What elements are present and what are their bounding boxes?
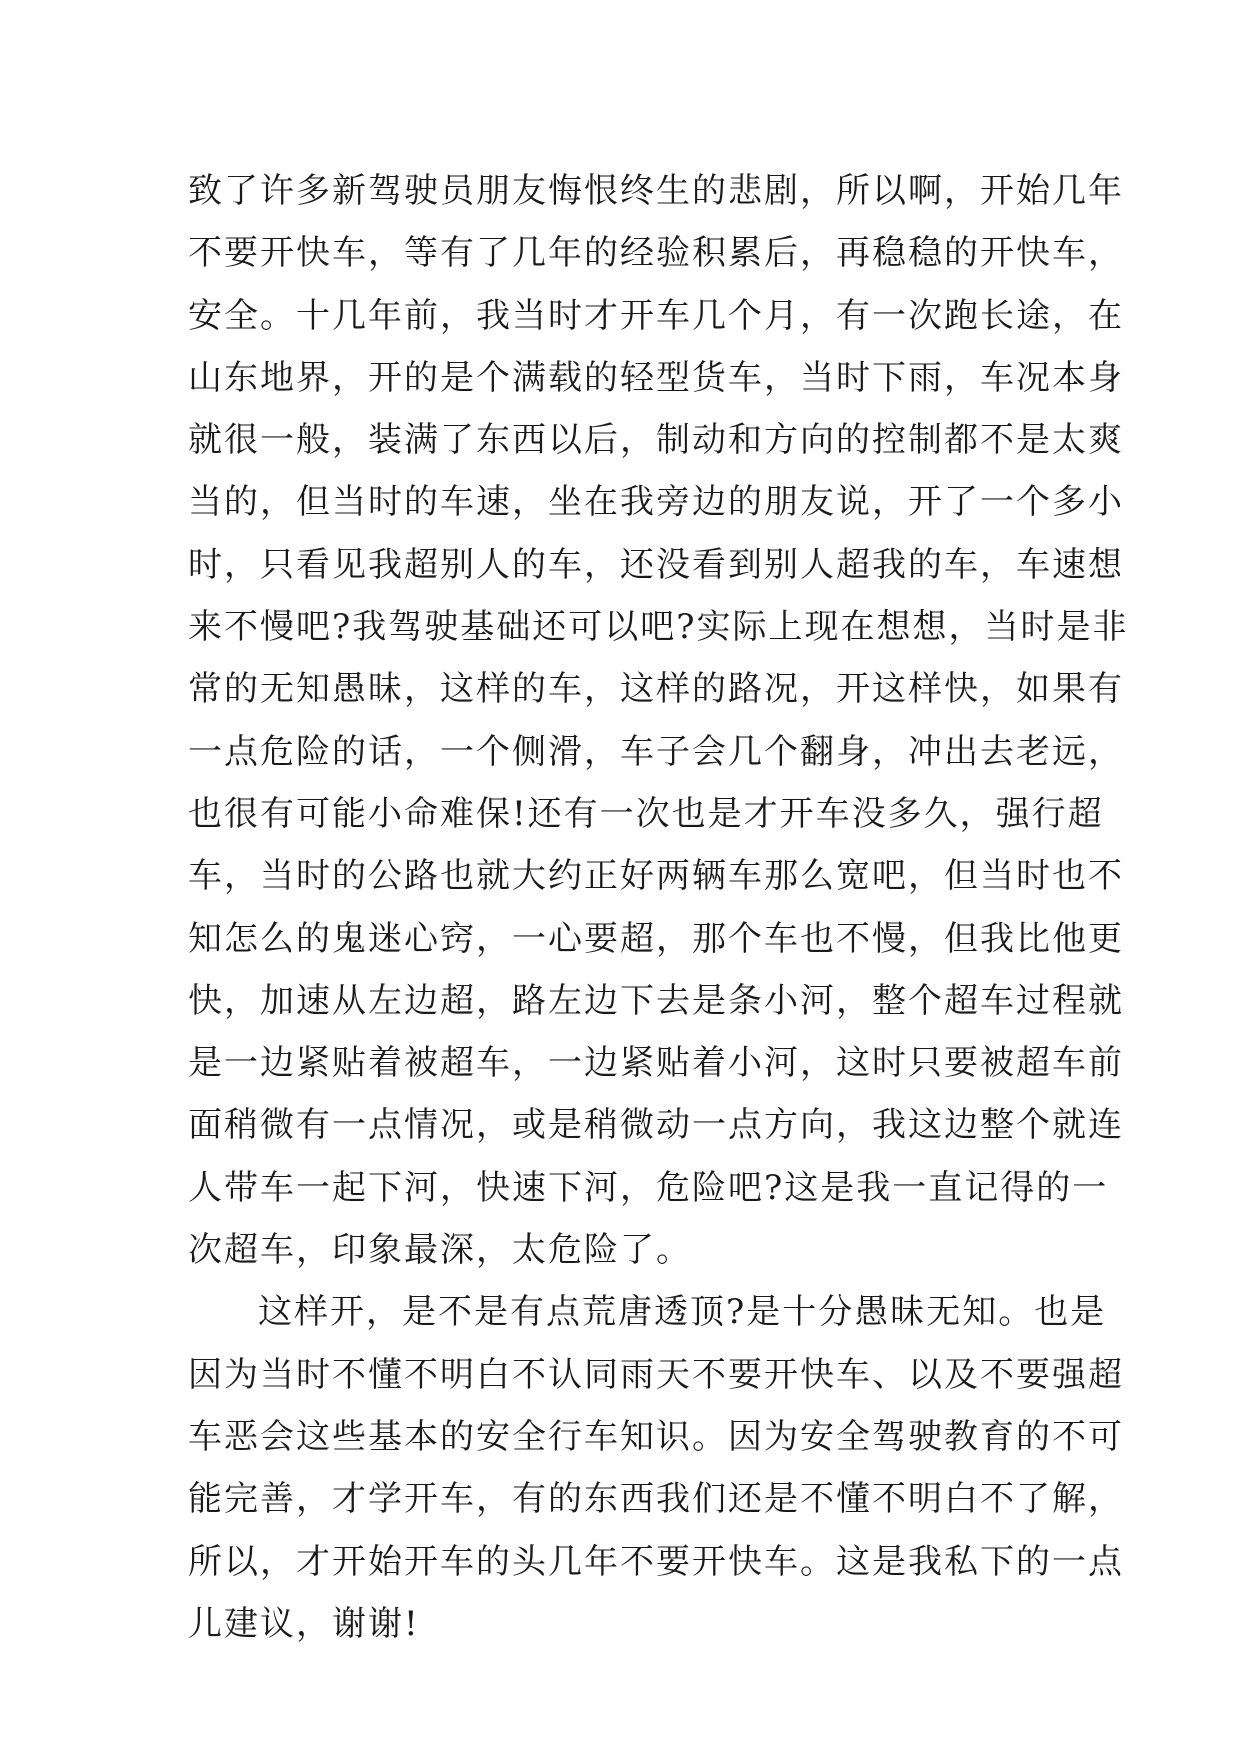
text-line: 快，加速从左边超，路左边下去是条小河，整个超车过程就	[188, 980, 1124, 1021]
text-line: 知怎么的鬼迷心窍，一心要超，那个车也不慢，但我比他更	[188, 918, 1124, 959]
text-line: 所以，才开始开车的头几年不要开快车。这是我私下的一点	[188, 1541, 1124, 1582]
text-line: 能完善，才学开车，有的东西我们还是不懂不明白不了解，	[188, 1479, 1124, 1520]
text-line: 致了许多新驾驶员朋友悔恨终生的悲剧，所以啊，开始几年	[188, 171, 1124, 211]
paragraph-1	[188, 160, 1129, 1281]
text-line: 面稍微有一点情况，或是稍微动一点方向，我这边整个就连	[188, 1105, 1124, 1146]
text-line: 时，只看见我超别人的车，还没看到别人超我的车，车速想	[188, 544, 1124, 585]
paragraph-2	[188, 1281, 1124, 1655]
text-line: 就很一般，装满了东西以后，制动和方向的控制都不是太爽	[188, 420, 1124, 461]
text-line: 人带车一起下河，快速下河，危险吧?这是我一直记得的一	[188, 1167, 1109, 1208]
text-line: 常的无知愚昧，这样的车，这样的路况，开这样快，如果有	[188, 669, 1124, 710]
text-line: 一点危险的话，一个侧滑，车子会几个翻身，冲出去老远，	[188, 731, 1124, 772]
text-line: 儿建议，谢谢!	[188, 1603, 420, 1644]
text-line: 山东地界，开的是个满载的轻型货车，当时下雨，车况本身	[188, 357, 1124, 398]
document-body	[188, 160, 1129, 1655]
text-line-indented: 这样开，是不是有点荒唐透顶?是十分愚昧无知。也是	[258, 1292, 1107, 1333]
text-line: 不要开快车，等有了几年的经验积累后，再稳稳的开快车，	[188, 233, 1124, 274]
text-line: 当的，但当时的车速，坐在我旁边的朋友说，开了一个多小	[188, 482, 1124, 523]
text-line: 因为当时不懂不明白不认同雨天不要开快车、以及不要强超	[188, 1354, 1124, 1395]
text-line: 安全。十几年前，我当时才开车几个月，有一次跑长途，在	[188, 295, 1124, 336]
text-line: 是一边紧贴着被超车，一边紧贴着小河，这时只要被超车前	[188, 1043, 1124, 1084]
text-line: 也很有可能小命难保!还有一次也是才开车没多久，强行超	[188, 793, 1104, 834]
text-line: 车，当时的公路也就大约正好两辆车那么宽吧，但当时也不	[188, 856, 1124, 897]
text-line: 来不慢吧?我驾驶基础还可以吧?实际上现在想想，当时是非	[188, 607, 1129, 648]
text-line: 次超车，印象最深，太危险了。	[188, 1230, 692, 1271]
text-line: 车恶会这些基本的安全行车知识。因为安全驾驶教育的不可	[188, 1416, 1124, 1457]
